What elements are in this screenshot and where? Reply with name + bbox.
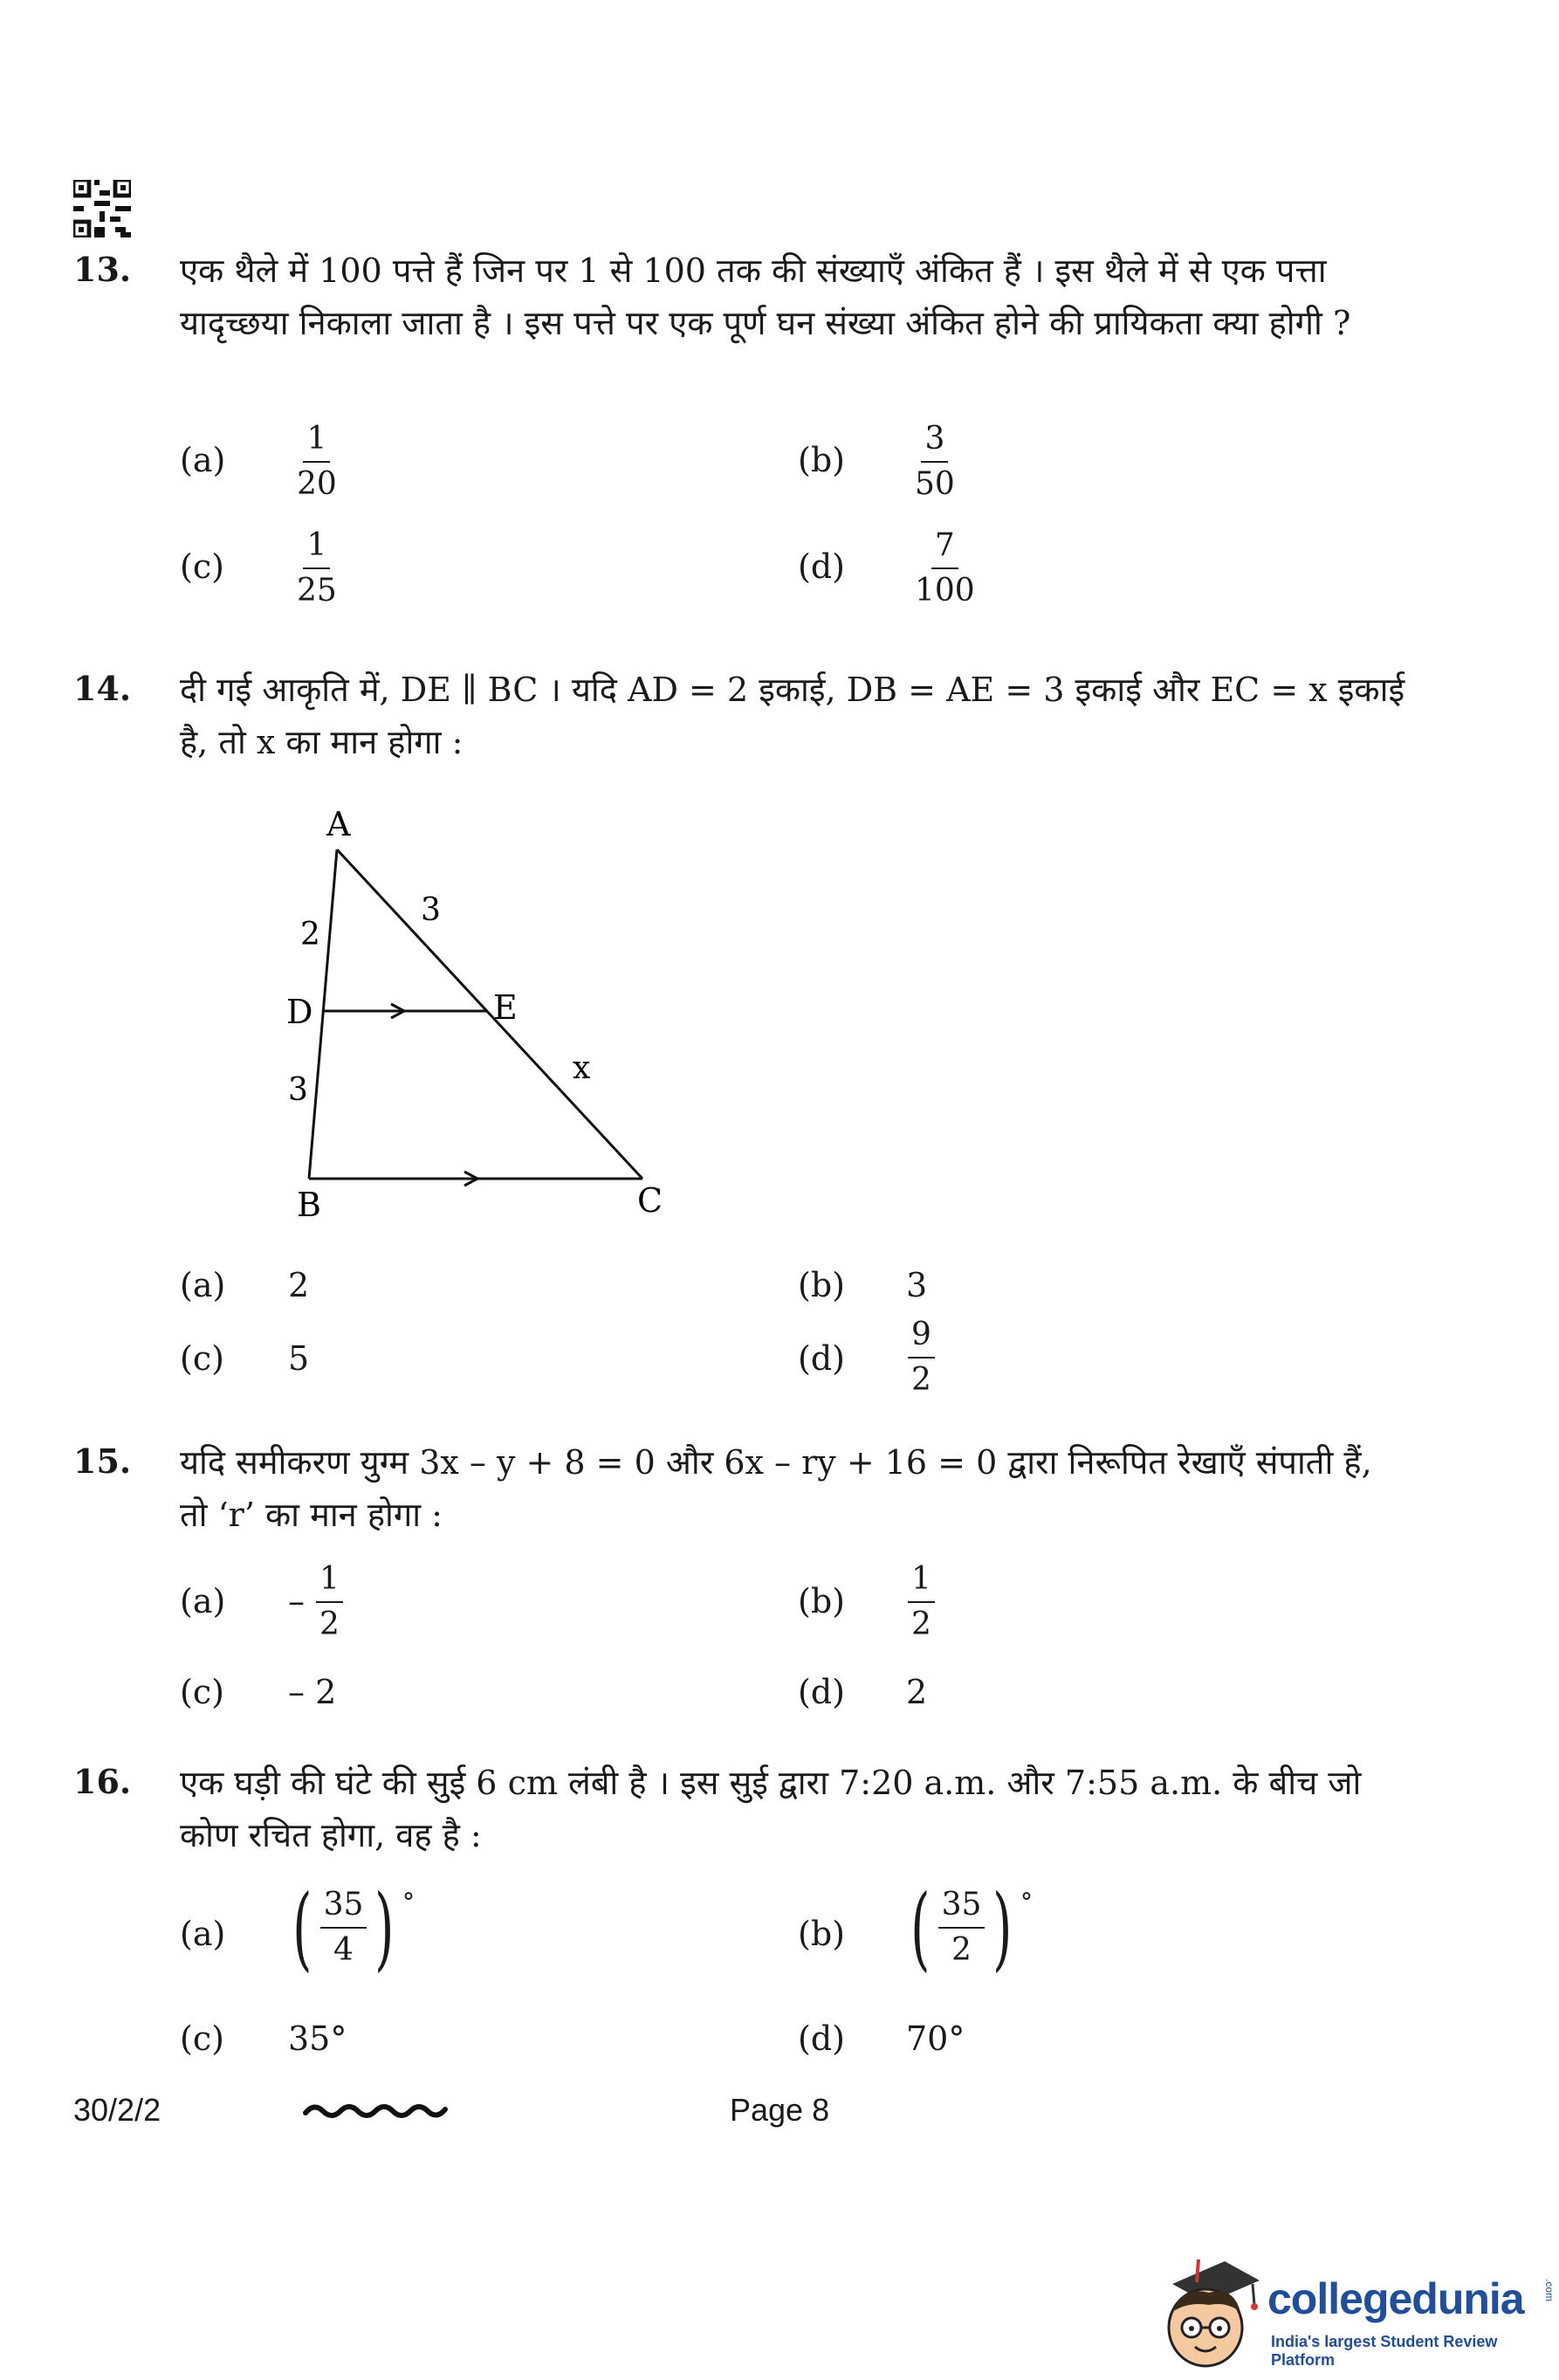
numerator: 1 [316,1559,343,1603]
logo-domain: .com [1543,2279,1556,2302]
option-label: (b) [798,441,845,479]
option-label: (b) [798,1266,845,1304]
option-label: (a) [180,1266,226,1304]
paper-code: 30/2/2 [73,2092,161,2128]
option-value: 5 [288,1339,310,1378]
question-text: एक घड़ी की घंटे की सुई 6 cm लंबी है । इस सुई द्वारा 7:20 a.m. और 7:55 a.m. के बीच जो कोण रचित होगा, वह है : [180,1764,1362,1854]
tilde-ornament [302,2097,449,2123]
option-fraction [293,526,340,611]
option-value: 35° [288,2019,347,2058]
numerator: 9 [908,1315,935,1359]
numerator: 35 [938,1885,986,1929]
option-value: 70° [906,2019,965,2058]
page-number: Page 8 [730,2092,830,2128]
left-paren: ( [910,1874,931,1981]
question-number: 13. [73,250,132,289]
label-ad: 2 [300,917,320,953]
option-label: (a) [180,1915,226,1953]
option-fraction [293,419,340,505]
option-value: – 2 [288,1673,337,1711]
label-b: B [297,1186,321,1224]
option-label: (a) [180,441,226,479]
option-label: (c) [180,2019,224,2058]
option-fraction [911,419,958,505]
denominator: 25 [297,573,337,609]
logo-tagline: India's largest Student Review Platform [1271,2333,1498,2369]
mascot-icon [1157,2251,1261,2373]
side-ab [309,850,337,1179]
label-db: 3 [288,1072,308,1108]
option-label: (b) [798,1915,845,1953]
option-label: (d) [798,547,845,586]
label-ae: 3 [421,892,441,928]
option-fraction [911,526,979,611]
label-e: E [493,988,518,1027]
label-d: D [286,993,313,1031]
right-paren: ) [992,1874,1013,1981]
option-label: (d) [798,2019,845,2058]
numerator: 1 [303,526,330,569]
numerator: 3 [921,419,948,463]
degree-symbol: ° [402,1888,415,1916]
label-ec: x [573,1050,591,1086]
denominator: 2 [911,1362,931,1398]
triangle-figure [279,799,681,1235]
denominator: 4 [333,1932,354,1968]
right-paren: ) [374,1874,395,1981]
numerator: 7 [931,526,958,569]
logo-wordmark: collegedunia [1267,2274,1524,2323]
numerator: 1 [303,419,330,463]
option-fraction-degree [285,1874,415,1981]
denominator: 100 [915,573,975,609]
minus-sign: – [288,1582,305,1620]
option-label: (c) [180,547,224,586]
option-fraction [938,1885,986,1971]
side-ac [337,850,642,1179]
question-number: 16. [73,1762,132,1801]
option-label: (b) [798,1582,845,1620]
label-a: A [326,805,351,843]
denominator: 2 [911,1606,931,1642]
numerator: 35 [320,1885,367,1929]
option-label: (a) [180,1582,226,1620]
denominator: 50 [915,466,955,502]
option-fraction [320,1885,367,1971]
question-number: 15. [73,1441,132,1481]
option-value: 2 [906,1673,928,1711]
option-label: (c) [180,1673,224,1711]
option-fraction-degree [903,1874,1033,1981]
denominator: 2 [319,1606,340,1642]
option-fraction [316,1559,343,1645]
option-fraction [908,1315,935,1400]
denominator: 2 [951,1932,972,1968]
option-label: (c) [180,1339,224,1378]
qr-code-icon [73,180,131,237]
denominator: 20 [297,466,337,502]
option-value: 3 [906,1266,928,1304]
question-text: एक थैले में 100 पत्ते हैं जिन पर 1 से 100 तक की संख्याएँ अंकित हैं । इस थैले में से एक पत्ता यादृच्छया निकाला जाता है । इस पत्ते पर एक पूर्ण घन संख्या अंकित होने की प्रायिकता क्या होगी ? [180,251,1351,342]
question-text: दी गई आकृति में, DE ∥ BC । यदि AD = 2 इकाई, DB = AE = 3 इकाई और EC = x इकाई है, तो x का मान होगा : [180,671,1405,761]
option-label: (d) [798,1673,845,1711]
option-fraction [908,1559,935,1645]
numerator: 1 [908,1559,935,1603]
option-label: (d) [798,1339,845,1378]
question-text: यदि समीकरण युग्म 3x – y + 8 = 0 और 6x – ry + 16 = 0 द्वारा निरूपित रेखाएँ संपाती हैं, तो ‘r’ का मान होगा : [180,1443,1372,1534]
label-c: C [637,1181,663,1220]
left-paren: ( [292,1874,312,1981]
option-value: 2 [288,1266,310,1304]
question-number: 14. [73,669,132,708]
degree-symbol: ° [1020,1888,1033,1916]
